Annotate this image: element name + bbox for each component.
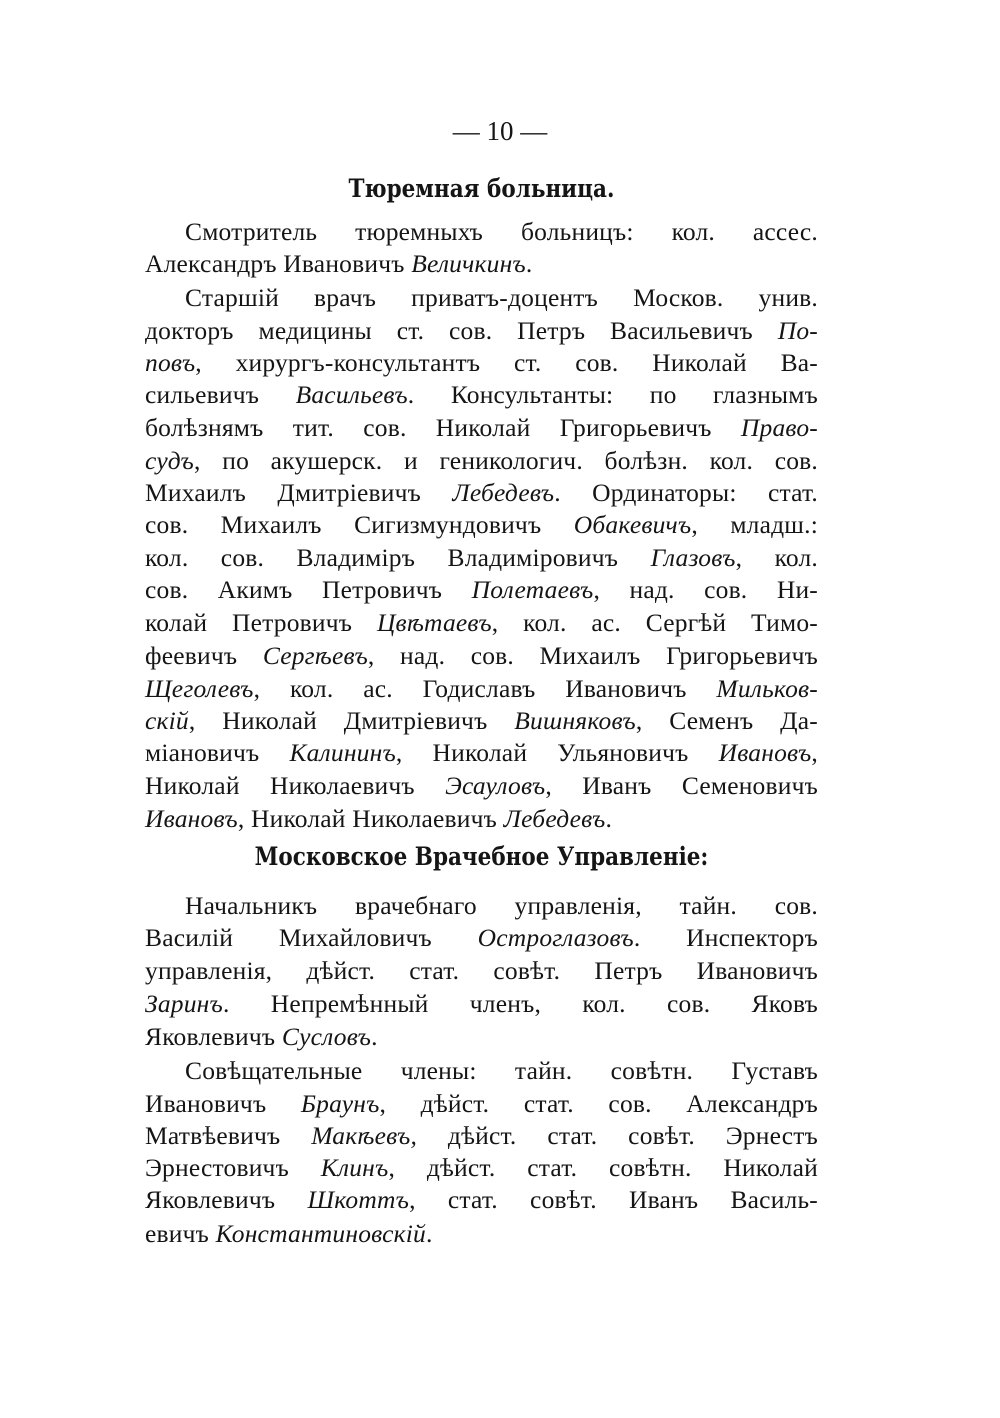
- text-segment: , дѣйст. стат. сов. Александръ: [379, 1089, 818, 1118]
- text-segment: докторъ медицины ст. сов. Петръ Васильевичъ: [145, 316, 778, 345]
- text-segment: , Николай Николаевичъ: [237, 804, 504, 833]
- text-line: [145, 705, 818, 737]
- text-line: [145, 1218, 818, 1250]
- surname-italic: Величкинъ: [411, 249, 526, 278]
- surname-italic: повъ: [145, 348, 196, 377]
- surname-italic: Полетаевъ: [471, 575, 594, 604]
- text-segment: , кол.: [735, 543, 818, 572]
- section-heading: Московское Врачебное Управленіе:: [254, 842, 709, 871]
- text-line: [145, 640, 818, 672]
- text-segment: . Непремѣнный членъ, кол. сов. Яковъ: [222, 989, 818, 1018]
- text-segment: Александръ Ивановичъ: [145, 249, 412, 278]
- text-segment: , хирургъ-консультантъ ст. сов. Николай Ва-: [195, 348, 818, 377]
- text-segment: . Инспекторъ: [633, 923, 818, 952]
- text-segment: , дѣйст. стат. совѣтн. Николай: [388, 1153, 818, 1182]
- surname-italic: Браунъ: [300, 1089, 380, 1118]
- text-segment: , по акушерск. и геникологич. болѣзн. кол. сов.: [194, 446, 818, 475]
- text-line: [145, 803, 818, 835]
- text-segment: сильевичъ: [145, 380, 296, 409]
- text-segment: Василій Михайловичъ: [145, 923, 478, 952]
- surname-italic: Остроглазовъ: [477, 923, 634, 952]
- text-line: [145, 673, 818, 705]
- text-line: [145, 379, 818, 411]
- surname-italic: Мильков-: [716, 674, 818, 703]
- surname-italic: Лебедевъ: [503, 804, 606, 833]
- text-line: [145, 988, 818, 1020]
- text-line: [145, 1184, 818, 1216]
- text-line: [145, 1152, 818, 1184]
- surname-italic: Вишняковъ: [514, 706, 636, 735]
- text-segment: управленія, дѣйст. стат. совѣт. Петръ Ивановичъ: [145, 956, 818, 985]
- text-line: [145, 607, 818, 639]
- text-segment: .: [371, 1022, 378, 1051]
- surname-italic: Глазовъ: [650, 543, 736, 572]
- text-segment: дѣйст. стат. совѣт. Эрнестъ: [417, 1121, 819, 1150]
- surname-italic: Ивановъ: [145, 804, 238, 833]
- text-line: [145, 347, 818, 379]
- text-line: [145, 574, 818, 606]
- surname-italic: скій: [145, 706, 189, 735]
- text-segment: , Семенъ Да-: [635, 706, 818, 735]
- text-segment: , Иванъ Семеновичъ: [545, 771, 819, 800]
- text-segment: , кол. ас. Сергѣй Тимо-: [491, 608, 818, 637]
- surname-italic: Константиновскій: [215, 1219, 426, 1248]
- text-segment: . Ординаторы: стат.: [554, 478, 818, 507]
- text-line: [185, 216, 818, 248]
- text-segment: Михаилъ Дмитріевичъ: [145, 478, 453, 507]
- text-segment: .: [425, 1219, 433, 1248]
- text-line: [145, 445, 818, 477]
- text-line: [145, 412, 818, 444]
- text-segment: болѣзнямъ тит. сов. Николай Григорьевичъ: [145, 413, 741, 442]
- text-line: [145, 509, 818, 541]
- surname-italic: Васильевъ: [295, 380, 408, 409]
- text-line: [185, 1055, 818, 1087]
- text-segment: сов. Михаилъ Сигизмундовичъ: [145, 510, 574, 539]
- surname-italic: Шкоттъ: [307, 1185, 410, 1214]
- text-segment: , Николай Ульяновичъ: [395, 738, 719, 767]
- text-line: [145, 1120, 818, 1152]
- surname-italic: Лебедевъ: [452, 478, 555, 507]
- text-segment: , над. сов. Михаилъ Григорьевичъ: [367, 641, 818, 670]
- text-segment: , кол. ас. Годиславъ Ивановичъ: [253, 674, 717, 703]
- text-line: [145, 315, 818, 347]
- text-segment: , младш.:: [691, 510, 818, 539]
- text-segment: Ивановичъ: [145, 1089, 301, 1118]
- text-line: [145, 248, 818, 280]
- surname-italic: Макѣевъ,: [311, 1121, 418, 1150]
- text-line: [145, 477, 818, 509]
- text-segment: , над. сов. Ни-: [593, 575, 818, 604]
- text-line: [185, 282, 818, 314]
- text-segment: Смотритель тюремныхъ больницъ: кол. ассес.: [185, 217, 818, 246]
- text-segment: .: [525, 249, 533, 278]
- surname-italic: Цвѣтаевъ: [376, 608, 492, 637]
- text-segment: колай Петровичъ: [145, 608, 377, 637]
- text-segment: Начальникъ врачебнаго управленія, тайн. сов.: [185, 891, 818, 920]
- surname-italic: Ивановъ: [718, 738, 812, 767]
- text-line: [145, 542, 818, 574]
- text-segment: .: [605, 804, 613, 833]
- surname-italic: Сергѣевъ: [262, 641, 368, 670]
- text-segment: кол. сов. Владиміръ Владиміровичъ: [145, 543, 651, 572]
- surname-italic: Эсауловъ: [445, 771, 546, 800]
- text-segment: Совѣщательные члены: тайн. совѣтн. Густавъ: [185, 1056, 818, 1085]
- text-line: [145, 1021, 818, 1053]
- surname-italic: Калининъ: [289, 738, 396, 767]
- text-segment: Яковлевичъ: [145, 1022, 282, 1051]
- surname-italic: судъ: [145, 446, 194, 475]
- surname-italic: Обакевичъ: [573, 510, 692, 539]
- section-heading: Тюремная больница.: [348, 174, 615, 203]
- text-line: [145, 955, 818, 987]
- surname-italic: Заринъ: [145, 989, 223, 1018]
- text-segment: Матвѣевичъ: [145, 1121, 312, 1150]
- text-segment: Старшій врачъ приватъ-доцентъ Москов. унив.: [185, 283, 818, 312]
- text-segment: , Николай Дмитріевичъ: [188, 706, 515, 735]
- page-number: — 10 —: [452, 116, 548, 146]
- text-segment: міановичъ: [145, 738, 290, 767]
- text-segment: евичъ: [145, 1219, 216, 1248]
- surname-italic: Щеголевъ: [145, 674, 254, 703]
- text-line: [185, 890, 818, 922]
- surname-italic: Сусловъ: [281, 1022, 372, 1051]
- text-line: [145, 1088, 818, 1120]
- text-line: [145, 922, 818, 954]
- text-segment: феевичъ: [145, 641, 263, 670]
- surname-italic: Клинъ: [320, 1153, 389, 1182]
- text-segment: сов. Акимъ Петровичъ: [145, 575, 472, 604]
- surname-italic: По-: [777, 316, 818, 345]
- text-segment: Николай Николаевичъ: [145, 771, 446, 800]
- text-segment: . Консультанты: по глазнымъ: [407, 380, 818, 409]
- text-segment: Эрнестовичъ: [145, 1153, 321, 1182]
- text-segment: , стат. совѣт. Иванъ Василь-: [409, 1185, 818, 1214]
- text-segment: ,: [811, 738, 818, 767]
- text-segment: Яковлевичъ: [145, 1185, 308, 1214]
- text-line: [145, 737, 818, 769]
- surname-italic: Право-: [740, 413, 818, 442]
- text-line: [145, 770, 818, 802]
